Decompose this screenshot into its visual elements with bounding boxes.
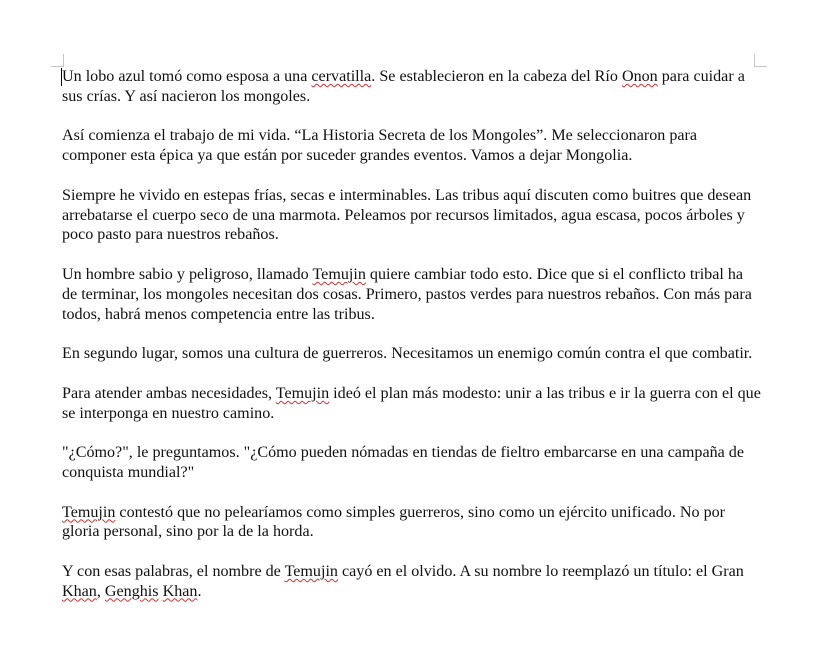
misspelled-word[interactable]: Temujin [62, 503, 116, 521]
text-run: "¿Cómo?", le preguntamos. "¿Cómo pueden nómadas en tiendas de fieltro embarcarse en una campaña de conquista mundial?" [62, 444, 744, 481]
text-run: , [96, 582, 105, 600]
top-left-margin-marker [51, 54, 64, 67]
paragraph[interactable] [62, 186, 762, 245]
text-run: Un hombre sabio y peligroso, llamado [62, 265, 313, 283]
text-run: cayó en el olvido. A su nombre lo reemplazó un título: el Gran [337, 562, 744, 580]
text-run: En segundo lugar, somos una cultura de guerreros. Necesitamos un enemigo común contra el que combatir. [62, 345, 753, 363]
misspelled-word[interactable]: Khan [62, 582, 97, 600]
text-run: quiere cambiar todo esto. Dice que si el conflicto tribal ha de terminar, los mongoles necesitan dos cosas. Primero, pastos verdes para nuestros rebaños. Con más para todos, habrá menos competencia entre las tribus. [62, 265, 752, 323]
paragraph[interactable] [62, 384, 762, 424]
text-run: Un lobo azul tomó como esposa a una [62, 68, 312, 85]
document-body[interactable] [62, 67, 762, 621]
paragraph[interactable] [62, 67, 762, 107]
text-run: . [197, 582, 202, 600]
paragraph[interactable] [62, 265, 762, 324]
misspelled-word[interactable]: cervatilla [311, 68, 372, 85]
top-right-margin-marker [754, 54, 767, 67]
text-run: Siempre he vivido en estepas frías, secas e interminables. Las tribus aquí discuten como buitres que desean arrebatarse el cuerpo seco de una marmota. Peleamos por recursos limitados, agua escasa, pocos árboles y poco pasto para nuestros rebaños. [62, 186, 752, 244]
paragraph[interactable] [62, 503, 762, 543]
paragraph[interactable] [62, 562, 762, 602]
paragraph[interactable] [62, 126, 762, 166]
paragraph[interactable] [62, 443, 762, 483]
text-run: Así comienza el trabajo de mi vida. “La Historia Secreta de los Mongoles”. Me seleccionaron para componer esta épica ya que están por suceder grandes eventos. Vamos a dejar Mongolia. [62, 127, 698, 165]
text-run: ideó el plan más modesto: unir a las tribus e ir la guerra con el que se interponga en nuestro camino. [62, 384, 761, 422]
misspelled-word[interactable]: Onon [621, 68, 658, 85]
misspelled-word[interactable]: Temujin [284, 562, 338, 580]
misspelled-word[interactable]: Temujin [275, 384, 330, 402]
misspelled-word[interactable]: Genghis [104, 582, 159, 600]
text-run: contestó que no pelearíamos como simples guerreros, sino como un ejército unificado. No por gloria personal, sino por la de la horda. [62, 503, 726, 541]
text-run: Para atender ambas necesidades, [62, 384, 276, 402]
misspelled-word[interactable]: Temujin [312, 265, 366, 283]
text-run: Y con esas palabras, el nombre de [62, 562, 285, 580]
text-run: . Se establecieron en la cabeza del Río [371, 68, 622, 85]
paragraph[interactable] [62, 344, 762, 364]
text-run: para cuidar a sus crías. Y así nacieron los mongoles. [62, 68, 745, 105]
misspelled-word[interactable]: Khan [162, 582, 198, 600]
